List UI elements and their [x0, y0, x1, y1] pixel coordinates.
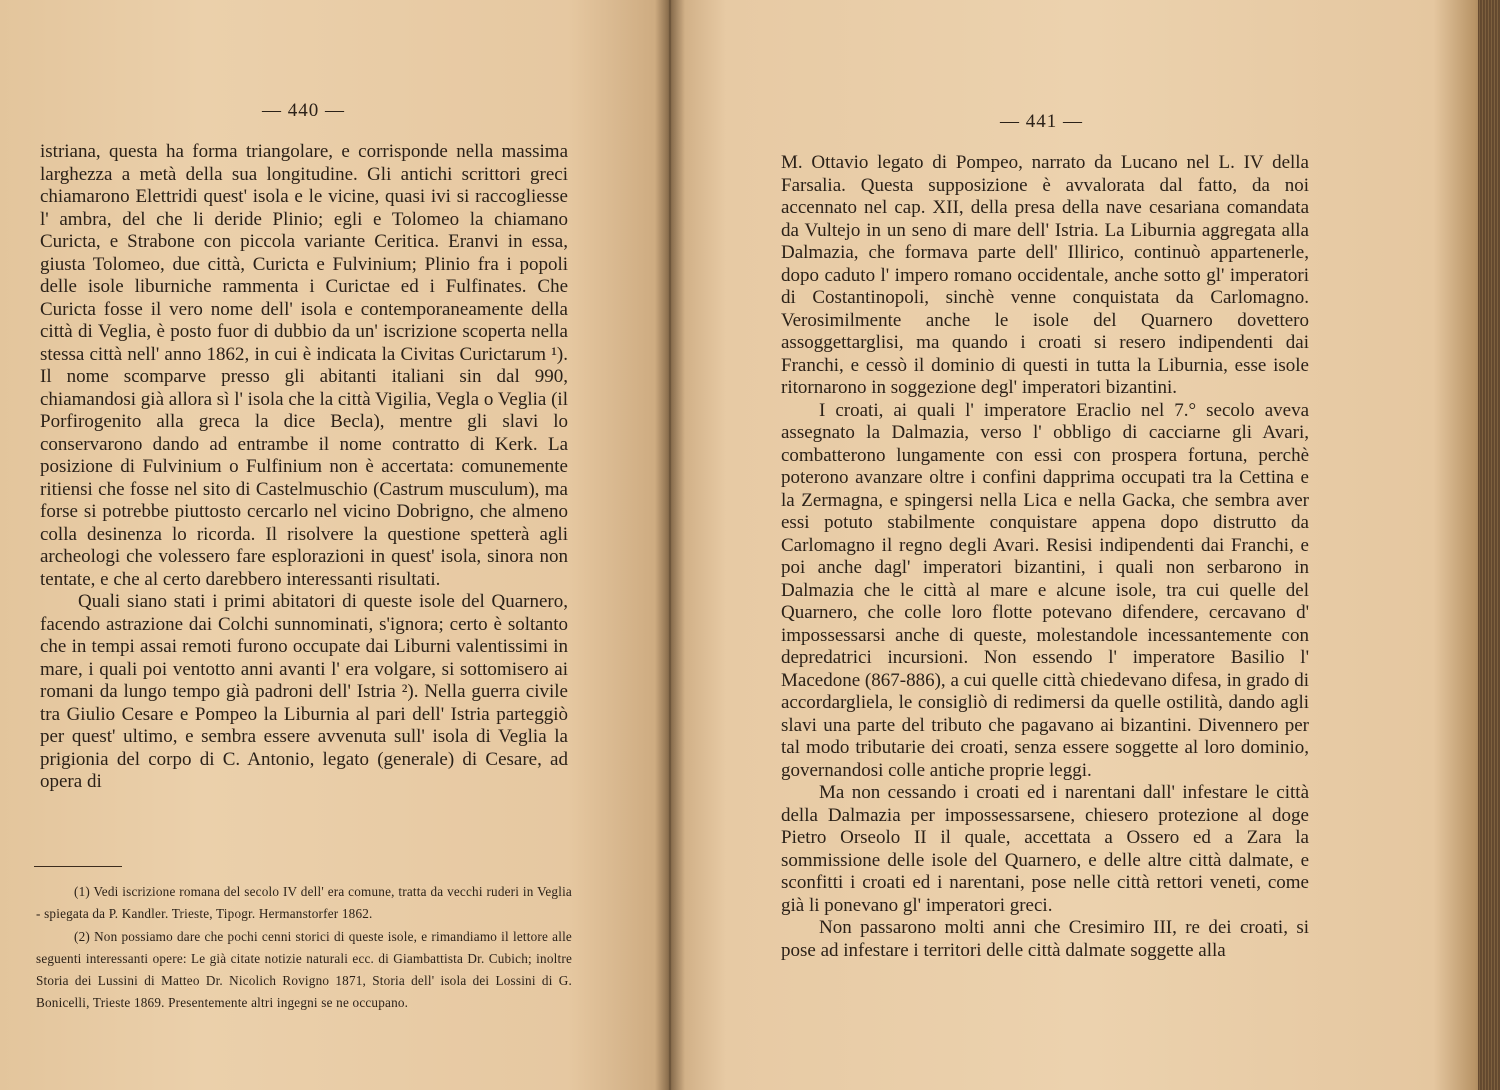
page-number: — 441 —	[1000, 111, 1083, 132]
page-number: — 440 —	[262, 100, 345, 121]
left-page	[0, 0, 668, 1090]
paragraph: Non passarono molti anni che Cresimiro III, re dei croati, si pose ad infestare i territori delle città dalmate soggette alla	[781, 917, 1309, 961]
book-gutter	[655, 0, 685, 1090]
main-text	[40, 141, 568, 794]
footnote: (2) Non possiamo dare che pochi cenni storici di queste isole, e rimandiamo il lettore alle seguenti interessanti opere: Le già citate notizie naturali ecc. di Giambattista Dr. Cubich; inoltre Storia dei Lussini di Matteo Dr. Nicolich Rovigno 1871, Storia dell' isola dei Lossini di G. Bonicelli, Trieste 1869. Presentemente altri ingegni se ne occupano.	[36, 928, 572, 1011]
paragraph: istriana, questa ha forma triangolare, e corrisponde nella massima larghezza a metà della sua longitudine. Gli antichi scrittori greci chiamarono Elettridi quest' isola e le vicine, quasi ivi si raccogliesse l' ambra, del che li deride Plinio; egli e Tolomeo la chiamano Curicta, e Strabone con piccola variante Ceritica. Eranvi in essa, giusta Tolomeo, due città, Curicta e Fulvinium; Plinio fra i popoli delle isole liburniche rammenta i Curictae ed i Fulfinates. Che Curicta fosse il vero nome dell' isola e contemporaneamente della città di Veglia, è posto fuor di dubbio da un' iscrizione scoperta nella stessa città nell' anno 1862, in cui è indicata la Civitas Curictarum ¹). Il nome scomparve presso gli abitanti italiani sin dal 990, chiamandosi già allora sì l' isola che la città Vigilia, Vegla o Veglia (il Porfirogenito alla greca la dice Becla), mentre gli slavi lo conservarono dando ad entrambe il nome contratto di Kerk. La posizione di Fulvinium o Fulfinium non è accertata: comunemente ritiensi che fosse nel sito di Castelmuschio (Castrum musculum), ma forse si potrebbe piuttosto cercarlo nel vicino Dobrigno, che almeno colla desinenza lo ricorda. Il risolvere la questione spetterà agli archeologi che volessero fare esplorazioni in quest' isola, sinora non tentate, e che al certo darebbero interessanti risultati.	[40, 141, 568, 590]
paragraph: M. Ottavio legato di Pompeo, narrato da Lucano nel L. IV della Farsalia. Questa supposizione è avvalorata dal fatto, da noi accennato nel cap. XII, della presa della nave cesariana comandata da Vultejo in un seno di mare dell' Istria. La Liburnia aggregata alla Dalmazia, che formava parte dell' Illirico, continuò appartenerle, dopo caduto l' impero romano occidentale, anche sotto gl' imperatori di Costantinopoli, sinchè venne conquistata da Carlomagno. Verosimilmente anche le isole del Quarnero dovettero assoggettarglisi, ma quando i croati si resero indipendenti dai Franchi, e cessò il dominio di questi in tutta la Liburnia, esse isole ritornarono in soggezione degl' imperatori bizantini.	[781, 152, 1309, 398]
main-text	[781, 152, 1309, 962]
footnote: (1) Vedi iscrizione romana del secolo IV dell' era comune, tratta da vecchi ruderi in Veglia - spiegata da P. Kandler. Trieste, Tipogr. Hermanstorfer 1862.	[36, 884, 572, 922]
footnote-rule	[34, 866, 122, 867]
paragraph: Quali siano stati i primi abitatori di queste isole del Quarnero, facendo astrazione dai Colchi sunnominati, s'ignora; certo è soltanto che in tempi assai remoti furono occupate dai Liburni valentissimi in mare, i quali poi ventotto anni avanti l' era volgare, si sottomisero ai romani da lungo tempo già padroni dell' Istria ²). Nella guerra civile tra Giulio Cesare e Pompeo la Liburnia al pari dell' Istria parteggiò per quest' ultimo, e sembra essere avvenuta sull' isola di Veglia la prigionia del corpo di C. Antonio, legato (generale) di Cesare, ad opera di	[40, 591, 568, 792]
paragraph: I croati, ai quali l' imperatore Eraclio nel 7.° secolo aveva assegnato la Dalmazia, verso l' obbligo di cacciarne gli Avari, combatterono lungamente con essi con prospera fortuna, perchè poterono avanzare oltre i confini dapprima occupati tra la Cettina e la Zermagna, e spingersi nella Lica e nella Gacka, che sembra aver essi potuto stabilmente conquistare appena dopo distrutto da Carlomagno il regno degli Avari. Resisi indipendenti dai Franchi, e poi anche dagl' imperatori bizantini, i quali non serbarono in Dalmazia che le città al mare e alcune isole, tra cui quelle del Quarnero, che colle loro flotte potevano difendere, cercavano d' impossessarsi anche di queste, molestandole incessantemente con depredatrici incursioni. Non essendo l' imperatore Basilio l' Macedone (867-886), a cui quelle città chiedevano difesa, in grado di accordargliela, le consigliò di redimersi da quelle ostilità, dando agli slavi una parte del tributo che pagavano ai bizantini. Divennero per tal modo tributarie dei croati, senza essere soggette al loro dominio, governandosi colle antiche proprie leggi.	[781, 399, 1309, 781]
paragraph: Ma non cessando i croati ed i narentani dall' infestare le città della Dalmazia per impossessarsene, chiesero protezione al doge Pietro Orseolo II il quale, accettata a Ossero ed a Zara la sommissione delle isole del Quarnero, e delle altre città dalmate, e sconfitti i croati ed i narentani, pose nelle città rettori veneti, come già li ponevano gl' imperatori greci.	[781, 782, 1309, 916]
footnotes	[36, 881, 572, 1015]
right-page	[668, 0, 1500, 1090]
page-edges	[1478, 0, 1500, 1090]
